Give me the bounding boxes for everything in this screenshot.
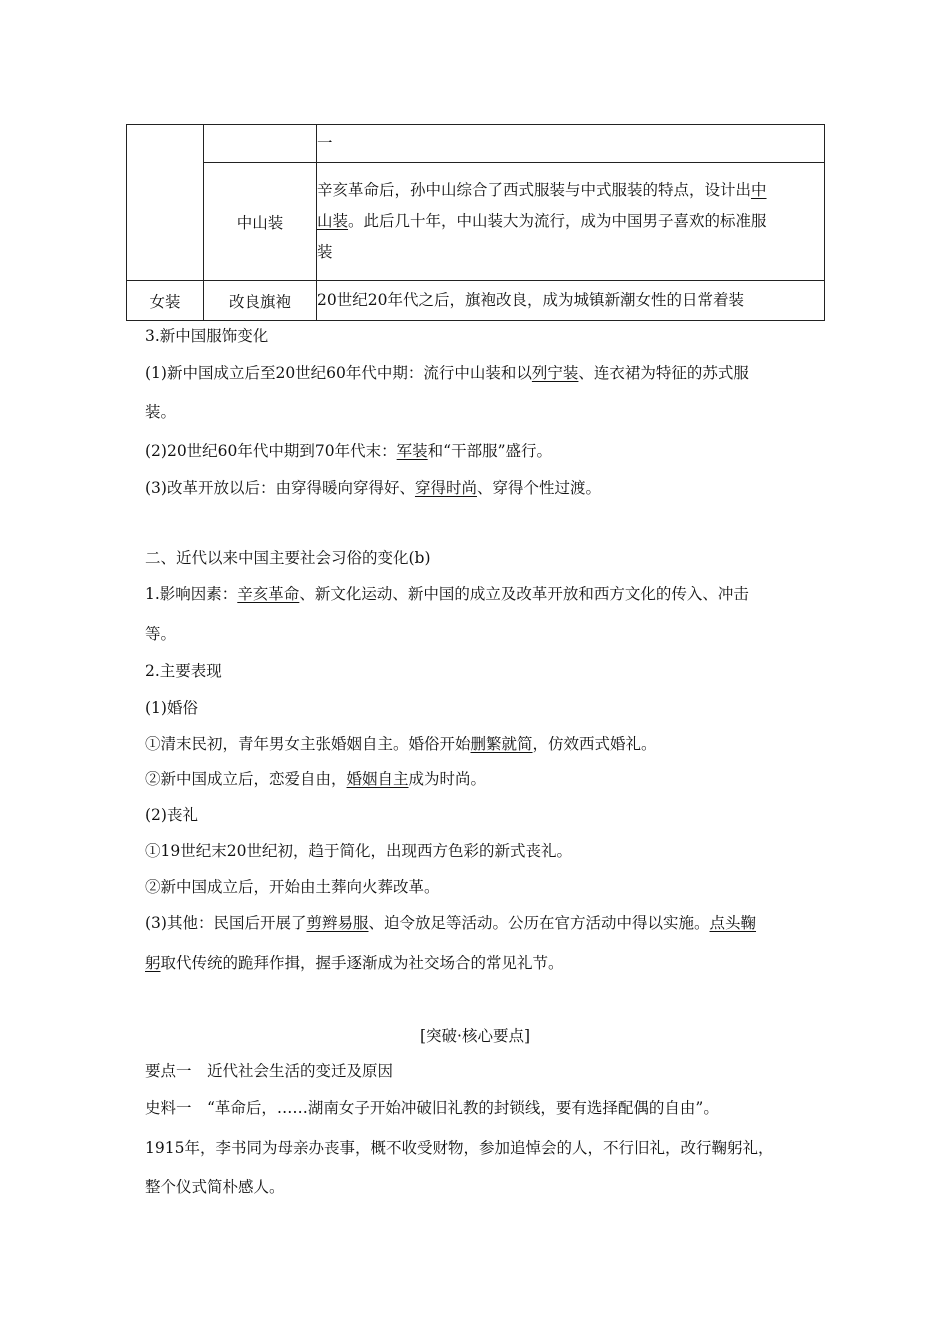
table-cell-item-empty (204, 125, 317, 163)
section-title: 3.新中国服饰变化 (145, 327, 269, 345)
subsection-title: (2)丧礼 (145, 806, 198, 824)
paragraph: (1)新中国成立后至20世纪60年代中期：流行中山装和以列宁装、连衣裙为特征的苏式服 (145, 364, 749, 382)
table-row (127, 163, 825, 281)
paragraph: 1915年，李书同为母亲办丧事，概不收受财物，参加追悼会的人，不行旧礼，改行鞠躬礼， (145, 1139, 774, 1157)
paragraph: 史料一 “革命后，……湖南女子开始冲破旧礼教的封锁线，要有选择配偶的自由”。 (145, 1099, 719, 1117)
paragraph: ①清末民初，青年男女主张婚姻自主。婚俗开始删繁就简，仿效西式婚礼。 (145, 735, 657, 753)
table-row (127, 125, 825, 163)
costume-table (126, 124, 825, 321)
point-title: 要点一 近代社会生活的变迁及原因 (145, 1062, 394, 1080)
table-cell-item: 改良旗袍 (204, 281, 317, 321)
paragraph: (3)改革开放以后：由穿得暖向穿得好、穿得时尚、穿得个性过渡。 (145, 479, 601, 497)
paragraph: 1.影响因素：辛亥革命、新文化运动、新中国的成立及改革开放和西方文化的传入、冲击 (145, 585, 749, 603)
table-cell-category: 女装 (127, 281, 204, 321)
table-cell-desc: 20世纪20年代之后，旗袍改良，成为城镇新潮女性的日常着装 (317, 281, 825, 321)
paragraph: ①19世纪末20世纪初，趋于简化，出现西方色彩的新式丧礼。 (145, 842, 572, 860)
paragraph: ②新中国成立后，恋爱自由，婚姻自主成为时尚。 (145, 770, 487, 788)
table-cell-desc: 一 (317, 125, 825, 163)
paragraph: (2)20世纪60年代中期到70年代末：军装和“干部服”盛行。 (145, 442, 553, 460)
table-row (127, 281, 825, 321)
paragraph: 整个仪式简朴感人。 (145, 1178, 285, 1196)
paragraph: 等。 (145, 625, 177, 643)
subsection-title: (1)婚俗 (145, 699, 198, 717)
table-cell-category-empty (127, 125, 204, 281)
paragraph: 躬取代传统的跪拜作揖，握手逐渐成为社交场合的常见礼节。 (145, 954, 564, 972)
core-heading: [突破·核心要点] (419, 1027, 531, 1045)
table-cell-desc: 辛亥革命后，孙中山综合了西式服装与中式服装的特点，设计出中 山装。此后几十年，中山装大为流行，成为中国男子喜欢的标准服 装 (317, 163, 825, 281)
section-heading: 二、近代以来中国主要社会习俗的变化(b) (145, 549, 431, 567)
subsection-title: 2.主要表现 (145, 662, 222, 680)
paragraph: 装。 (145, 403, 177, 421)
paragraph: (3)其他：民国后开展了剪辫易服、迫令放足等活动。公历在官方活动中得以实施。点头鞠 (145, 914, 757, 932)
table-cell-item: 中山装 (204, 163, 317, 281)
paragraph: ②新中国成立后，开始由土葬向火葬改革。 (145, 878, 440, 896)
